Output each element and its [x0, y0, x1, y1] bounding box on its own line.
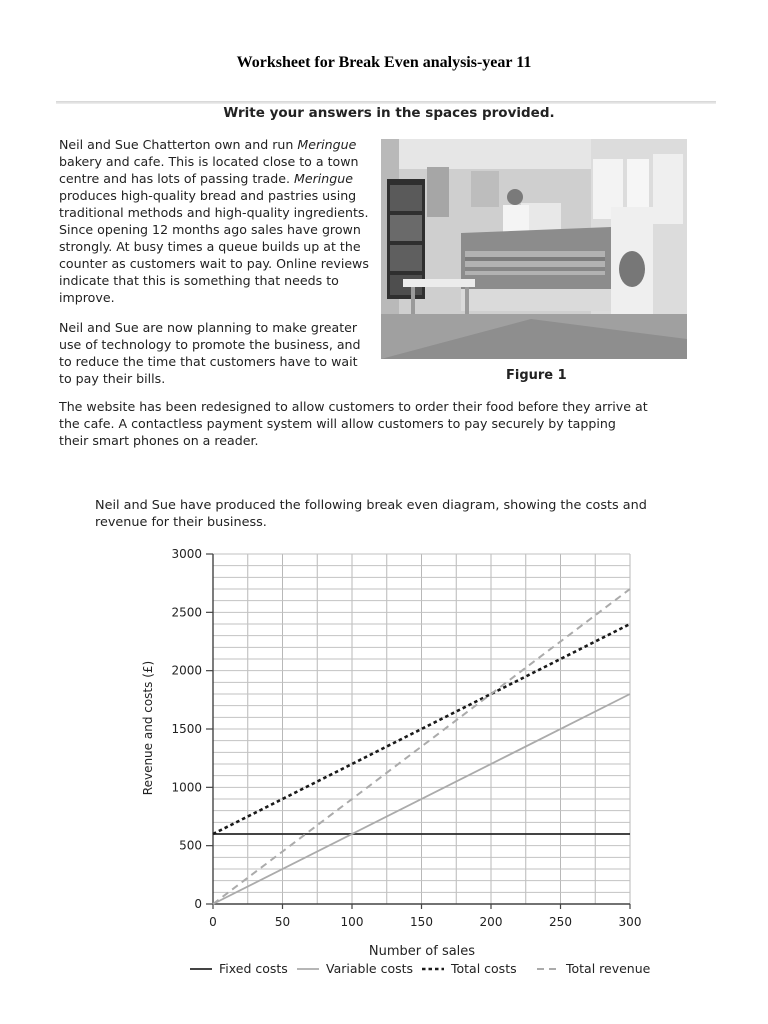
website-paragraph: The website has been redesigned to allow customers to order their food before they arrive at the cafe. A contactless payment system will allow customers to pay securely by tapping their smart phones on a reader.: [59, 399, 648, 448]
worksheet-title: Worksheet for Break Even analysis-year 11: [236, 54, 532, 71]
x-axis-label: Number of sales: [368, 944, 476, 959]
y-tick-label: 1500: [171, 722, 202, 736]
intro-paragraph: [59, 136, 371, 306]
y-tick-label: 2000: [171, 663, 202, 678]
cafe-counter-photo: [381, 139, 687, 359]
total-revenue-legend-label: Total revenue: [566, 961, 650, 976]
x-tick-label: 250: [549, 915, 572, 929]
y-tick-label: 3000: [171, 547, 202, 561]
x-tick-label: 0: [209, 915, 217, 929]
fixed-costs-legend-label: Fixed costs: [219, 961, 288, 976]
x-tick-label: 300: [618, 915, 642, 929]
x-tick-label: 150: [410, 915, 433, 929]
y-tick-label: 2500: [171, 605, 202, 620]
break-even-chart: [130, 540, 650, 984]
header-divider: [56, 101, 716, 104]
variable-costs-legend-label: Variable costs: [326, 961, 414, 976]
y-tick-label: 500: [179, 838, 202, 853]
business-name: Meringue: [297, 137, 357, 152]
x-tick-label: 200: [479, 915, 503, 929]
y-tick-label: 1000: [171, 780, 202, 795]
x-tick-label: 100: [340, 915, 364, 929]
instruction-heading: Write your answers in the spaces provided.: [223, 105, 555, 121]
business-name: Meringue: [293, 171, 353, 186]
total-costs-legend-label: Total costs: [451, 961, 517, 976]
y-tick-label: 0: [194, 897, 202, 911]
intro-text-2: bakery and cafe. This is located close to a town centre and has lots of passing trade.: [59, 154, 359, 186]
figure-caption: Figure 1: [506, 368, 567, 383]
y-axis-label: Revenue and costs (£): [141, 660, 155, 796]
x-tick-label: 50: [274, 915, 291, 929]
intro-text-3: produces high-quality bread and pastries using traditional methods and high-quality ingredients. Since opening 12 months ago sales have grown strongly. At busy times a queue builds up at the counter as customers wait to pay. Online reviews indicate that this is something that needs to improve.: [59, 188, 369, 305]
technology-paragraph: Neil and Sue are now planning to make greater use of technology to promote the business, and to reduce the time that customers have to wait to pay their bills.: [59, 320, 361, 386]
chart-intro-paragraph: Neil and Sue have produced the following break even diagram, showing the costs and revenue for their business.: [95, 498, 647, 530]
intro-text-1: Neil and Sue Chatterton own and run: [59, 137, 298, 152]
